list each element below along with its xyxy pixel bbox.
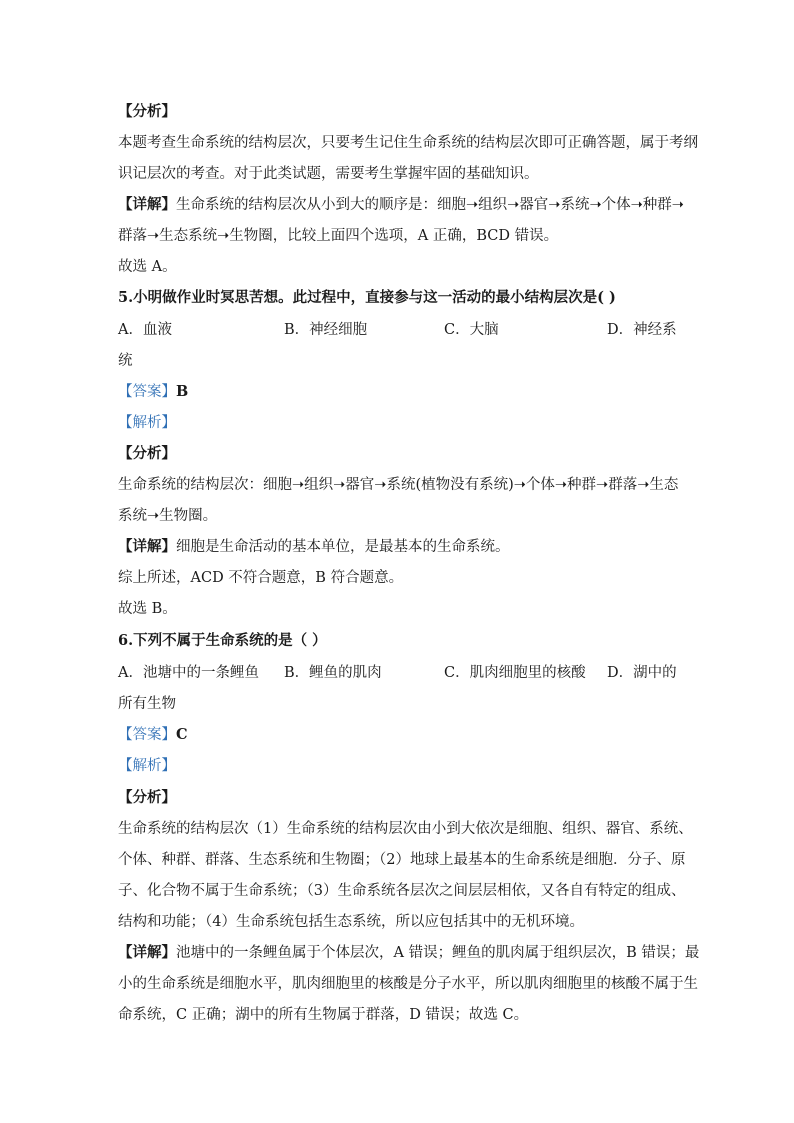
xiangjie-text-line: 群落➝生态系统➝生物圈，比较上面四个选项，A 正确，BCD 错误。	[118, 228, 559, 244]
fenxi-header: 【分析】	[118, 103, 176, 120]
option-a: A．池塘中的一条鲤鱼	[118, 665, 259, 681]
jiexi-tag: 【解析】	[118, 758, 176, 774]
option-c: C．肌肉细胞里的核酸	[444, 665, 586, 681]
answer-value: C	[176, 726, 188, 743]
fenxi-text-line: 结构和功能；（4）生命系统包括生态系统，所以应包括其中的无机环境。	[118, 914, 584, 930]
answer-line	[118, 725, 678, 745]
xiangjie-text-line: 命系统，C 正确；湖中的所有生物属于群落，D 错误；故选 C。	[118, 1007, 529, 1023]
answer-tag: 【答案】	[118, 727, 176, 743]
xiangjie-text-line: 小的生命系统是细胞水平，肌肉细胞里的核酸是分子水平，所以肌肉细胞里的核酸不属于生	[118, 976, 698, 992]
question-5-stem: 5.小明做作业时冥思苦想。此过程中，直接参与这一活动的最小结构层次是( )	[118, 289, 616, 306]
fenxi-text-line: 本题考查生命系统的结构层次，只要考生记住生命系统的结构层次即可正确答题，属于考纲	[118, 135, 698, 151]
fenxi-header: 【分析】	[118, 789, 176, 806]
option-d: D．湖中的	[607, 665, 677, 681]
answer-tag: 【答案】	[118, 384, 176, 400]
summary: 综上所述，ACD 不符合题意，B 符合题意。	[118, 570, 404, 586]
option-d: D．神经系	[607, 322, 677, 338]
option-d-continuation: 所有生物	[118, 696, 176, 712]
xiangjie-paragraph	[118, 943, 700, 963]
option-a: A．血液	[118, 322, 172, 338]
fenxi-text-line: 识记层次的考查。对于此类试题，需要考生掌握牢固的基础知识。	[118, 166, 539, 182]
option-c: C．大脑	[444, 322, 499, 338]
answer-line	[118, 382, 678, 402]
jiexi-tag: 【解析】	[118, 415, 176, 431]
xiangjie-text: 细胞是生命活动的基本单位，是最基本的生命系统。	[176, 539, 510, 555]
xiangjie-text: 生命系统的结构层次从小到大的顺序是：细胞➝组织➝器官➝系统➝个体➝种群➝	[176, 197, 684, 213]
fenxi-text-line: 系统➝生物圈。	[118, 508, 218, 524]
conclusion: 故选 B。	[118, 601, 177, 617]
fenxi-text-line: 子、化合物不属于生命系统；（3）生命系统各层次之间层层相依，又各自有特定的组成、	[118, 883, 686, 899]
xiangjie-paragraph	[118, 537, 678, 557]
xiangjie-tag: 【详解】	[118, 196, 176, 213]
question-6-stem: 6.下列不属于生命系统的是（ ）	[118, 632, 327, 649]
answer-value: B	[176, 383, 189, 400]
fenxi-text-line: 生命系统的结构层次：细胞➝组织➝器官➝系统(植物没有系统)➝个体➝种群➝群落➝生态	[118, 477, 679, 493]
fenxi-text-line: 个体、种群、群落、生态系统和生物圈；（2）地球上最基本的生命系统是细胞．分子、原	[118, 852, 686, 868]
fenxi-text-line: 生命系统的结构层次（1）生命系统的结构层次由小到大依次是细胞、组织、器官、系统、	[118, 821, 693, 837]
option-d-continuation: 统	[118, 353, 133, 369]
xiangjie-tag: 【详解】	[118, 944, 176, 961]
fenxi-header: 【分析】	[118, 445, 176, 462]
option-b: B．鲤鱼的肌肉	[284, 665, 382, 681]
xiangjie-paragraph	[118, 195, 684, 215]
option-b: B．神经细胞	[284, 322, 368, 338]
xiangjie-tag: 【详解】	[118, 538, 176, 555]
conclusion: 故选 A。	[118, 259, 177, 275]
xiangjie-text: 池塘中的一条鲤鱼属于个体层次，A 错误；鲤鱼的肌肉属于组织层次，B 错误；最	[176, 945, 700, 961]
